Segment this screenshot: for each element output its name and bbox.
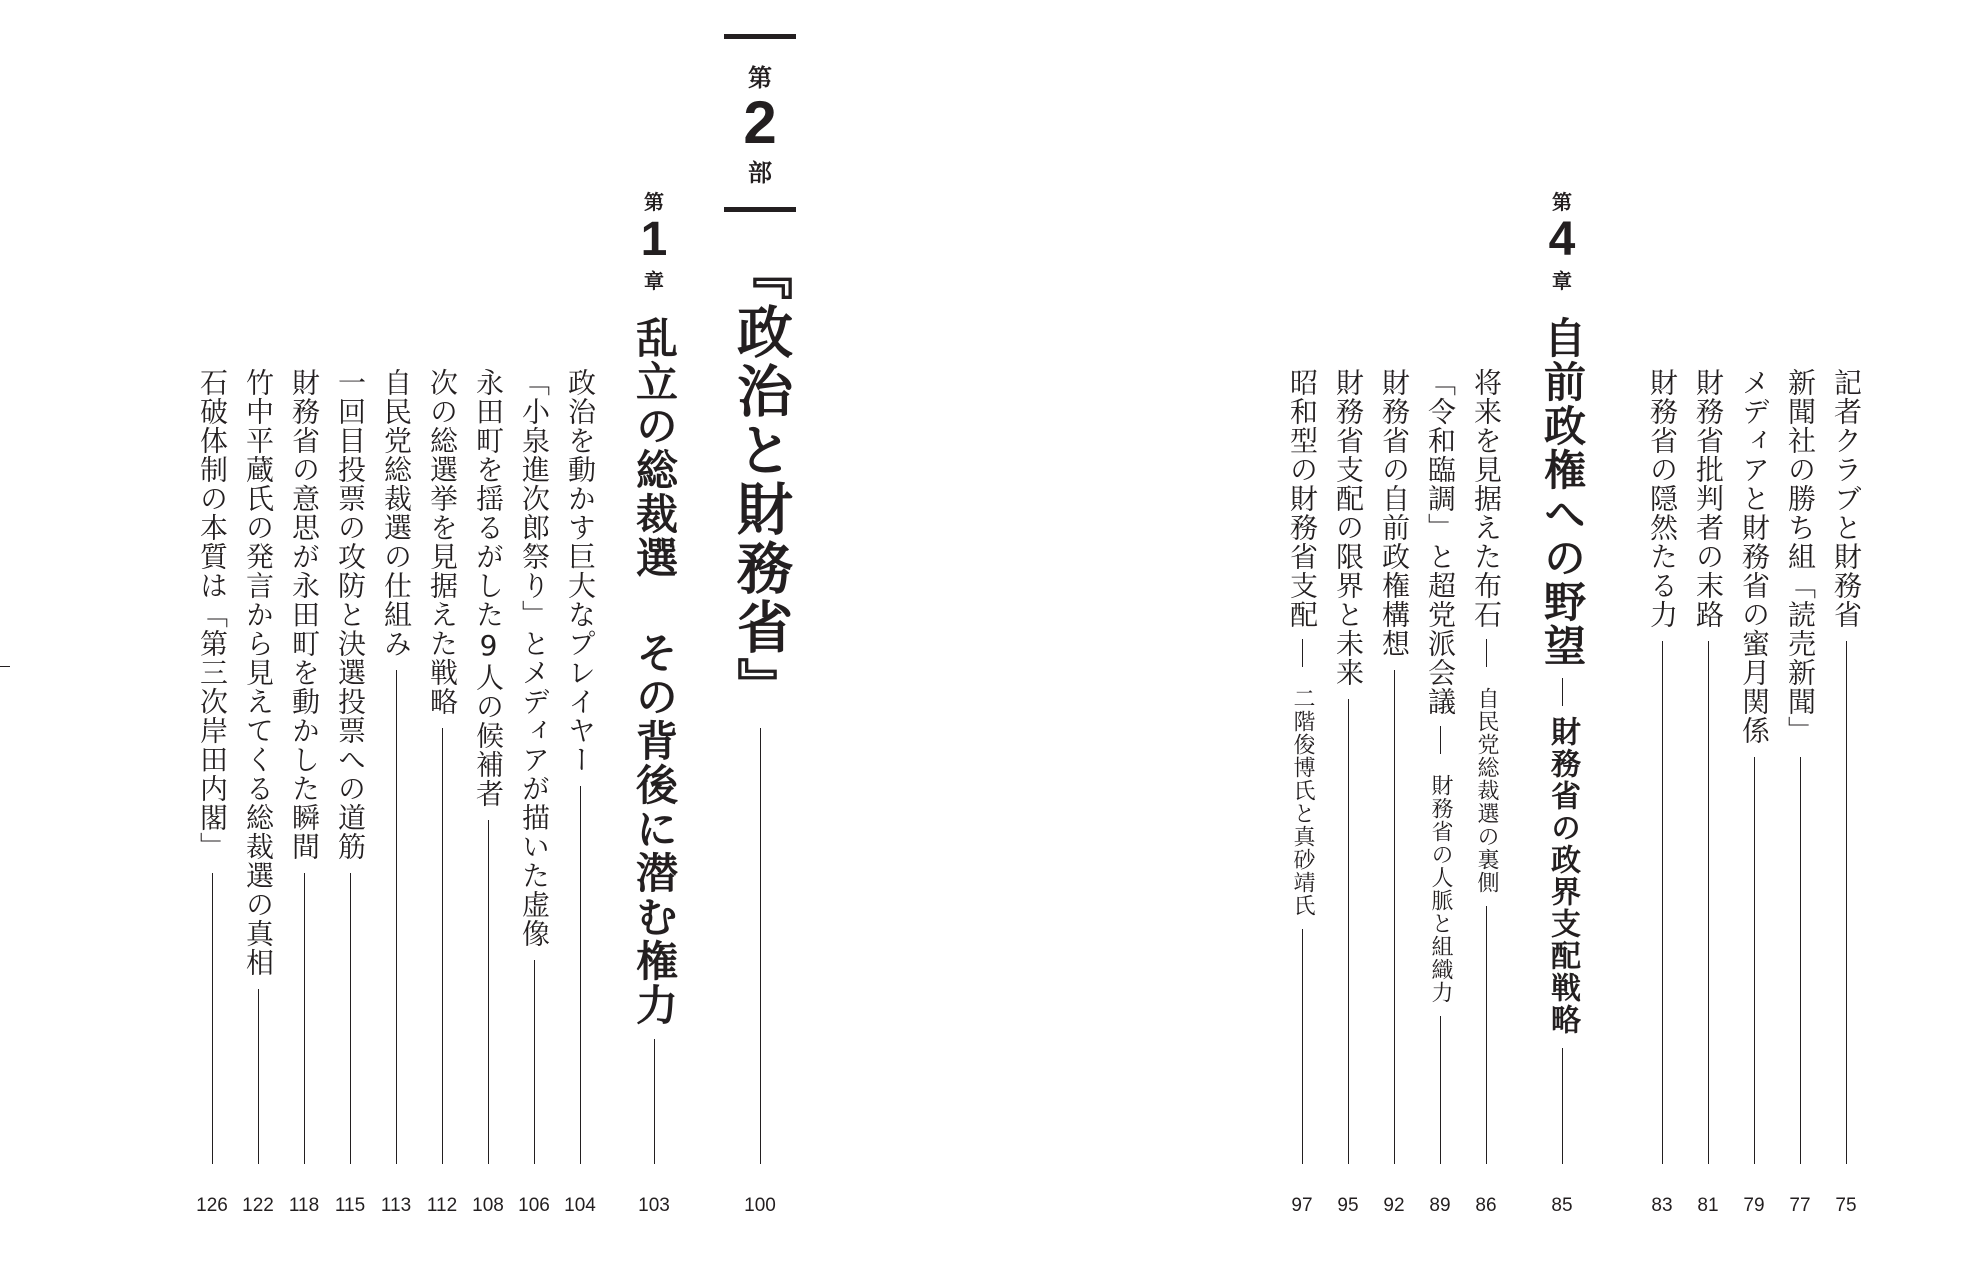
leader-line: [1708, 641, 1709, 1164]
leader-line: [396, 670, 397, 1164]
toc-entry[interactable]: [328, 368, 372, 1178]
toc-entry[interactable]: [236, 368, 280, 1178]
part-2-label: [724, 34, 796, 212]
toc-entry[interactable]: [1640, 368, 1684, 1178]
toc-entry[interactable]: [512, 368, 556, 1178]
page-number: 85: [1551, 1195, 1573, 1216]
page-number: 97: [1291, 1195, 1313, 1216]
toc-entry-title: 財務省の自前政権構想: [1378, 368, 1411, 658]
leader-line: [442, 728, 443, 1164]
toc-entry-title: 将来を見据えた布石: [1470, 368, 1503, 629]
chapter-1-label: [641, 186, 668, 294]
leader-line: [1662, 641, 1663, 1164]
toc-entry-title: 政治を動かす巨大なプレイヤー: [564, 368, 597, 774]
toc-entry[interactable]: [1778, 368, 1822, 1178]
leader-line: [1754, 757, 1755, 1164]
page-number: 103: [638, 1195, 670, 1216]
leader-line: [488, 820, 489, 1164]
page-number: 108: [472, 1195, 504, 1216]
page-number: 106: [518, 1195, 550, 1216]
toc-entry-title: 「令和臨調」と超党派会議: [1424, 368, 1457, 716]
page-number: 95: [1337, 1195, 1359, 1216]
chapter-number: 4: [1548, 213, 1576, 266]
toc-entry[interactable]: [282, 368, 326, 1178]
toc-entry[interactable]: [1372, 368, 1416, 1178]
leader-line: [654, 1039, 655, 1164]
leader-line: [258, 989, 259, 1164]
leader-line: [212, 873, 213, 1164]
page-number: 122: [242, 1195, 274, 1216]
leader-line: [1562, 678, 1563, 706]
toc-entry[interactable]: [466, 368, 510, 1178]
chapter-title: 自前政権への野望: [1538, 316, 1587, 668]
page-number: 86: [1475, 1195, 1497, 1216]
toc-entry-subtitle: 二階俊博氏と真砂靖氏: [1290, 687, 1315, 917]
toc-entry[interactable]: [420, 368, 464, 1178]
toc-entry-subtitle: 財務省の人脈と組織力: [1428, 774, 1453, 1004]
toc-entry[interactable]: [1418, 368, 1462, 1178]
leader-line: [350, 873, 351, 1164]
toc-entry-title: 財務省の意思が永田町を動かした瞬間: [288, 368, 321, 861]
page-number: 112: [426, 1195, 458, 1216]
leader-line: [1440, 726, 1441, 754]
toc-entry[interactable]: [558, 368, 602, 1178]
leader-line: [760, 728, 761, 1164]
chapter-4-heading[interactable]: [1536, 316, 1588, 1178]
leader-line: [1302, 639, 1303, 667]
toc-entry[interactable]: [374, 368, 418, 1178]
chapter-label-suffix: 章: [643, 269, 664, 294]
page-number: 126: [196, 1195, 228, 1216]
page-number: 77: [1789, 1195, 1811, 1216]
leader-line: [1562, 1048, 1563, 1164]
chapter-title: 乱立の総裁選 その背後に潜む権力: [630, 316, 679, 1027]
margin-tick-mark: [0, 666, 10, 667]
toc-entry[interactable]: [1732, 368, 1776, 1178]
part-title: 『政治と財務省』: [728, 244, 793, 716]
leader-line: [1302, 929, 1303, 1164]
toc-entry[interactable]: [1686, 368, 1730, 1178]
toc-entry-title: 永田町を揺るがした9人の候補者: [472, 368, 505, 808]
toc-entry-title: 記者クラブと財務省: [1830, 368, 1863, 629]
page-number: 75: [1835, 1195, 1857, 1216]
leader-line: [534, 960, 535, 1164]
leader-line: [1440, 1016, 1441, 1164]
page-number: 100: [744, 1195, 776, 1216]
toc-entry-title: メディアと財務省の蜜月関係: [1738, 368, 1771, 745]
page-number: 92: [1383, 1195, 1405, 1216]
toc-entry-title: 自民党総裁選の仕組み: [380, 368, 413, 658]
leader-line: [1486, 906, 1487, 1164]
page-number: 89: [1429, 1195, 1451, 1216]
page-number: 113: [380, 1195, 412, 1216]
leader-line: [1800, 757, 1801, 1164]
leader-line: [1348, 699, 1349, 1164]
toc-entry-subtitle: 自民党総裁選の裏側: [1474, 687, 1499, 894]
page-number: 79: [1743, 1195, 1765, 1216]
toc-entry-title: 石破体制の本質は「第三次岸田内閣」: [196, 368, 229, 861]
chapter-label-prefix: 第: [643, 190, 664, 214]
part-label-prefix: 第: [748, 64, 772, 92]
chapter-label-suffix: 章: [1551, 269, 1572, 294]
toc-entry[interactable]: [1464, 368, 1508, 1178]
toc-entry[interactable]: [1326, 368, 1370, 1178]
page-number: 104: [564, 1195, 596, 1216]
chapter-1-heading[interactable]: [628, 316, 680, 1178]
toc-entry-title: 竹中平蔵氏の発言から見えてくる総裁選の真相: [242, 368, 275, 977]
leader-line: [1486, 639, 1487, 667]
part-label-suffix: 部: [748, 159, 772, 187]
leader-line: [304, 873, 305, 1164]
page-number: 83: [1651, 1195, 1673, 1216]
toc-entry-title: 「小泉進次郎祭り」とメディアが描いた虚像: [518, 368, 551, 948]
toc-entry[interactable]: [1824, 368, 1868, 1178]
toc-entry-title: 一回目投票の攻防と決選投票への道筋: [334, 368, 367, 861]
chapter-number: 1: [640, 213, 668, 266]
toc-entry-title: 財務省批判者の末路: [1692, 368, 1725, 629]
toc-entry[interactable]: [1280, 368, 1324, 1178]
page-number: 81: [1697, 1195, 1719, 1216]
leader-line: [1394, 670, 1395, 1164]
toc-entry[interactable]: [190, 368, 234, 1178]
chapter-4-label: [1549, 186, 1576, 294]
page-number: 115: [334, 1195, 366, 1216]
toc-entry-title: 次の総選挙を見据えた戦略: [426, 368, 459, 716]
page-number: 118: [288, 1195, 320, 1216]
toc-entry-title: 昭和型の財務省支配: [1286, 368, 1319, 629]
chapter-subtitle: 財務省の政界支配戦略: [1545, 716, 1580, 1036]
leader-line: [1846, 641, 1847, 1164]
toc-entry-title: 財務省の隠然たる力: [1646, 368, 1679, 629]
chapter-label-prefix: 第: [1551, 190, 1572, 214]
part-number: 2: [743, 89, 777, 156]
leader-line: [580, 786, 581, 1164]
toc-entry-title: 新聞社の勝ち組「読売新聞」: [1784, 368, 1817, 745]
toc-entry-title: 財務省支配の限界と未来: [1332, 368, 1365, 687]
part-2-heading[interactable]: [728, 244, 792, 1178]
